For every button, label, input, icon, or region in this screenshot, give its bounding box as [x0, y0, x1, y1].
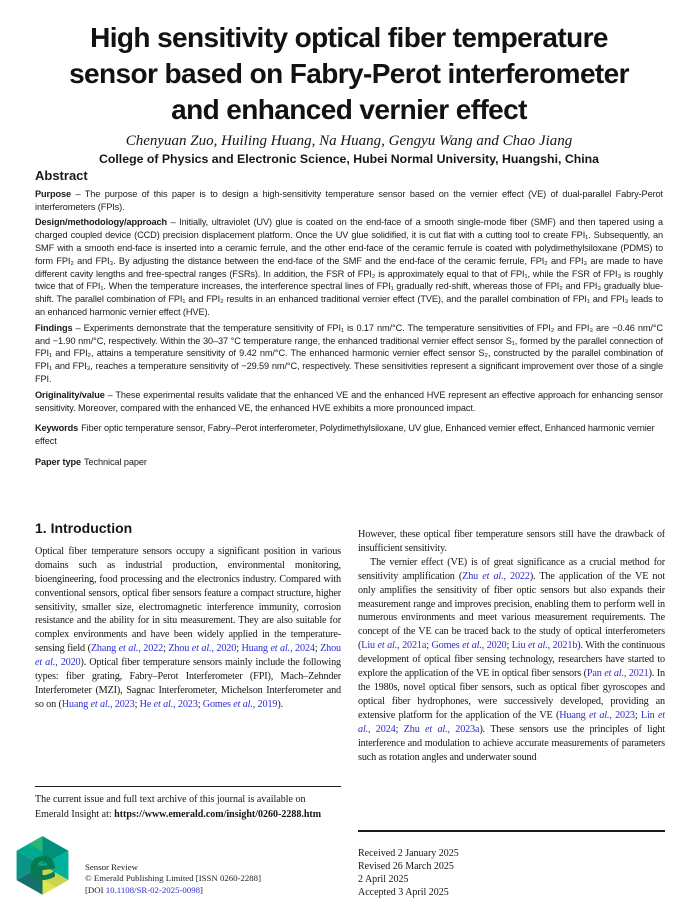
citation-link[interactable]: Liu et al., 2021b	[511, 640, 578, 652]
copyright-line: © Emerald Publishing Limited [ISSN 0260-2288]	[85, 873, 262, 883]
introduction-heading: 1. Introduction	[35, 522, 133, 536]
text-line: sensor based on Fabry-Perot interferometer	[69, 58, 629, 89]
journal-url-link[interactable]: https://www.emerald.com/insight/0260-2288.htm	[114, 808, 322, 820]
intro-paragraph-right-1: However, these optical fiber temperature sensors still have the drawback of insufficient sensitivity.	[358, 529, 665, 554]
citation-link[interactable]: Liu et al., 2021a	[361, 640, 427, 652]
abstract-findings-label: Findings	[35, 322, 73, 333]
doi-suffix: ]	[200, 884, 203, 895]
emerald-logo-icon	[14, 835, 71, 897]
abstract-design-text: – Initially, ultraviolet (UV) glue is coated on the end-face of a smooth single-mode fiber (SMF) and then tapered using a charged coupled device (CCD) precision displacement platform. Once the UV glue solidified, it is cut flat with a cutting tool to create FPI₁. Subsequently, an SMF with a smooth end-face is inserted into a ceramic ferrule, and the other end-face of the ceramic ferrule is coated with polydimethylsiloxane (PDMS) to form FPI₂ and FPI₃. By adjusting the distance between the end-face of the SMF and the end-face of the ceramic ferrule, FPI₂ and FPI₃ are made to have different cavity lengths and free-spectral ranges (FSRs). In addition, the FSR of FPI₂ is approximately equal to that of FPI₁, while the FSR of FPI₃ is roughly twice that of FPI₁. When the temperature increases, the interference spectral lines of FPI₁ gradually red-shift, whereas those of FPI₂ and FPI₃ gradually blue-shift. The parallel combination of FPI₁ and FPI₂ results in an enhanced traditional vernier effect (TVE), and the parallel combination of FPI₁ and FPI₃ leads to an enhanced harmonic vernier effect (HVE).	[35, 217, 663, 317]
text-line: High sensitivity optical fiber temperature	[90, 22, 608, 53]
keywords-text: Fiber optic temperature sensor, Fabry–Perot interferometer, Polydimethylsiloxane, UV glue, Enhanced vernier effect, Enhanced harmonic vernier effect	[35, 423, 655, 447]
availability-text: The current issue and full text archive of this journal is available on Emerald Insight at:	[35, 794, 306, 820]
citation-link[interactable]: Zhou et al., 2020	[35, 643, 341, 669]
citation-link[interactable]: Zhang et al., 2022	[90, 643, 164, 655]
intro-column-right	[358, 528, 665, 824]
revision-dates	[358, 830, 665, 899]
affiliation-line: College of Physics and Electronic Science, Hubei Normal University, Huangshi, China	[99, 152, 599, 166]
doi-prefix: [DOI	[85, 884, 106, 895]
journal-imprint	[85, 862, 261, 898]
citation-link[interactable]: He et al., 2023	[139, 698, 198, 710]
keywords-line	[35, 422, 663, 448]
doi-line	[85, 885, 261, 897]
abstract-findings	[35, 322, 663, 386]
paper-type-label: Paper type	[35, 456, 81, 467]
abstract-originality	[35, 389, 663, 415]
availability-note	[35, 786, 341, 822]
paper-type-line	[35, 456, 663, 469]
text-line: Revised 26 March 2025	[358, 861, 454, 872]
abstract-originality-label: Originality/value	[35, 389, 105, 400]
text-line: Received 2 January 2025	[358, 848, 459, 859]
authors-line: Chenyuan Zuo, Huiling Huang, Na Huang, Gengyu Wang and Chao Jiang	[125, 133, 573, 149]
citation-link[interactable]: Zhou et al., 2020	[168, 643, 237, 655]
doi-link[interactable]: 10.1108/SR-02-2025-0098	[105, 884, 201, 895]
abstract-purpose	[35, 188, 663, 214]
intro-column-left	[35, 522, 341, 784]
citation-link[interactable]: Pan et al., 2021	[586, 668, 649, 680]
citation-link[interactable]: Gomes et al., 2020	[431, 640, 507, 652]
abstract-design-label: Design/methodology/approach	[35, 217, 168, 228]
text-line: and enhanced vernier effect	[171, 94, 527, 125]
citation-link[interactable]: Huang et al., 2023	[559, 709, 635, 721]
citation-link[interactable]: Gomes et al., 2019	[202, 698, 278, 710]
citation-link[interactable]: Huang et al., 2023	[61, 698, 135, 710]
abstract-heading: Abstract	[35, 168, 88, 183]
abstract-section	[35, 170, 663, 472]
abstract-design	[35, 216, 663, 318]
journal-name: Sensor Review	[85, 861, 139, 872]
text-line: 2 April 2025	[358, 874, 409, 885]
citation-link[interactable]: Lin et al., 2024	[358, 709, 665, 735]
text-line: Accepted 3 April 2025	[358, 887, 449, 898]
intro-paragraph-left: Optical fiber temperature sensors occupy a significant position in various domains such as industrial production, environmental monitoring, bioengineering, food processing and the electronics industry. Compared with conventional sensors, optical fiber sensors feature a compact structure, higher sensitivity, smaller size, electromagnetic interference immunity, corrosion resistance and the ability for in situ measurement. They are also suitable for complex environments and have been widely applied in the temperature-sensing field (Zhang et al., 2022; Zhou et al., 2020; Huang et al., 2024; Zhou et al., 2020). Optical fiber temperature sensors mainly include the following types: fiber grating, Fabry–Perot Interferometer (FPI), Mach–Zehnder Interferometer (MZI), Sagnac Interferometer, Michelson Interferometer and so on (Huang et al., 2023; He et al., 2023; Gomes et al., 2019).	[35, 545, 341, 710]
abstract-findings-text: – Experiments demonstrate that the temperature sensitivity of FPI₁ is 0.17 nm/°C. The temperature sensitivities of FPI₂ and FPI₃ are −0.46 nm/°C and −1.90 nm/°C, respectively. Within the 30–37 °C temperature range, the enhanced traditional vernier effect sensor S₁, formed by the parallel connection of FPI₁ and FPI₂, attains a temperature sensitivity of 9.42 nm/°C. The enhanced harmonic vernier effect sensor S₂, constructed by the parallel combination of FPI₁ and FPI₃, reaches a temperature sensitivity of −29.59 nm/°C, respectively. These sensitivities represent a significant improvement over those of a single FPI.	[35, 322, 663, 384]
emerald-logo-e: e	[24, 838, 60, 892]
paper-title	[20, 20, 678, 128]
citation-link[interactable]: Huang et al., 2024	[241, 643, 315, 655]
publisher-block	[14, 835, 261, 897]
citation-link[interactable]: Zhu et al., 2022	[462, 570, 530, 582]
citation-link[interactable]: Zhu et al., 2023a	[403, 723, 480, 735]
abstract-originality-text: – These experimental results validate that the enhanced VE and the enhanced HVE represent an effective approach for enhancing sensor sensitivity. Moreover, compared with the enhanced VE, the enhanced HVE exhibits a more pronounced impact.	[35, 389, 663, 413]
keywords-label: Keywords	[35, 423, 79, 434]
abstract-purpose-text: – The purpose of this paper is to design a high-sensitivity temperature sensor based on the vernier effect (VE) of dual-parallel Fabry-Perot interferometers (FPIs).	[35, 188, 663, 212]
paper-type-text: Technical paper	[83, 456, 147, 467]
abstract-purpose-label: Purpose	[35, 188, 72, 199]
intro-paragraph-right-2: The vernier effect (VE) is of great significance as a crucial method for sensitivity amplification (Zhu et al., 2022). The application of the VE not only amplifies the sensitivity of fiber optic sensors but also expands their measurement range and improves precision, enabling them to perform well in numerous environments and meet various measurement requirements. The concept of the VE can be traced back to the study of optical interferometers (Liu et al., 2021a; Gomes et al., 2020; Liu et al., 2021b). With the continuous development of optical fiber sensing technology, researchers have started to explore the application of the VE in optical fiber sensors (Pan et al., 2021). In the 1980s, novel optical fiber sensors, such as optical fiber gyroscopes and optical fiber hydrophones, were successively developed, providing an extensive platform for the application of the VE (Huang et al., 2023; Lin et al., 2024; Zhu et al., 2023a). These sensors use the principles of light interference and modulation to achieve accurate measurements of parameters such as rotation angles and underwater sound	[358, 556, 665, 763]
